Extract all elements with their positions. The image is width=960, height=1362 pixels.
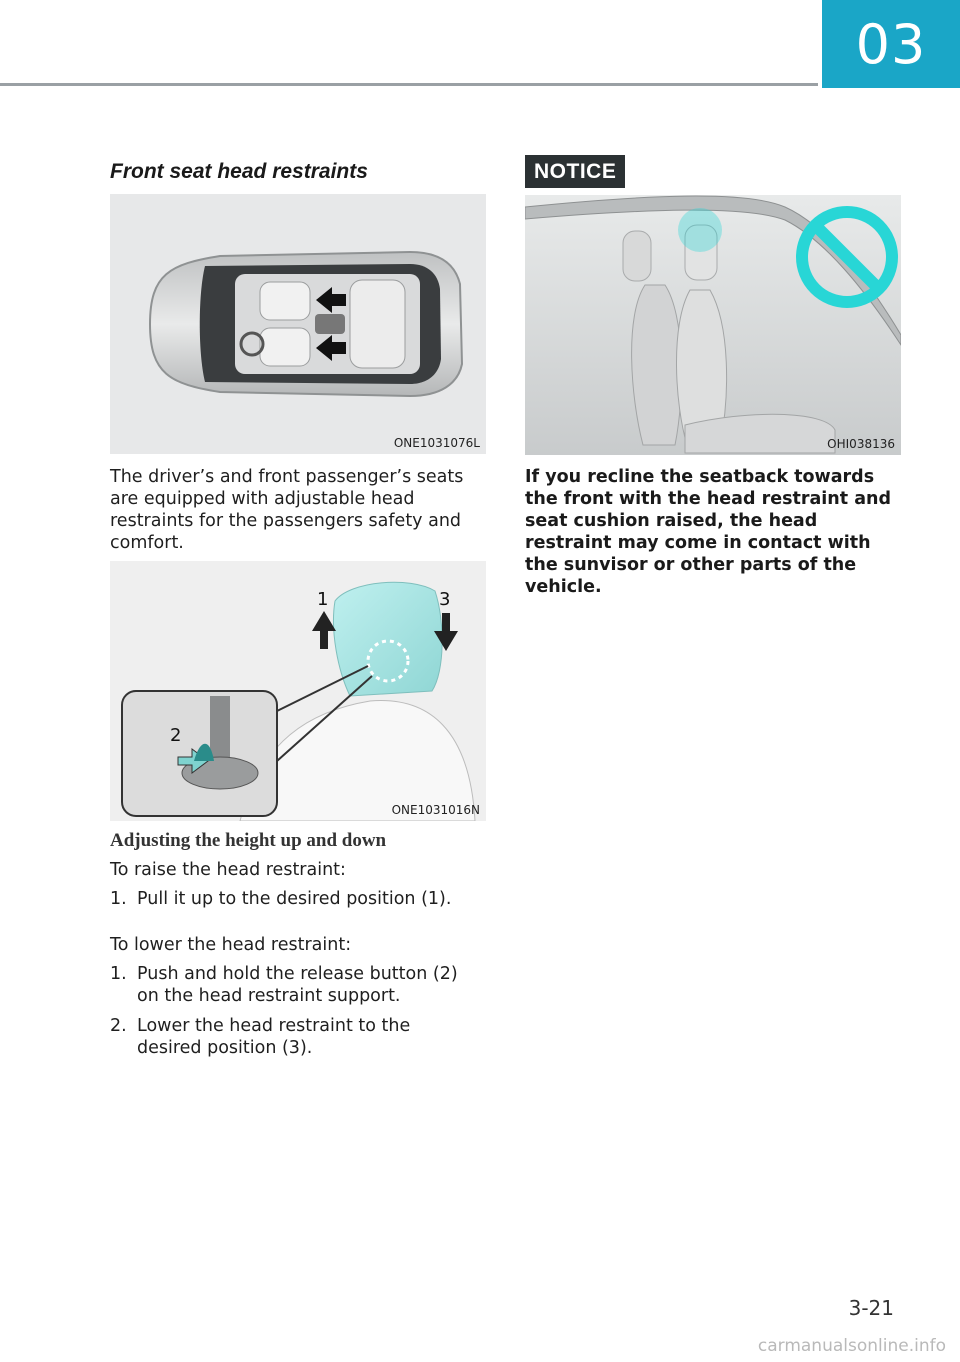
section-title: Front seat head restraints xyxy=(110,160,368,183)
raise-arrow-label: 1 xyxy=(317,589,329,610)
lower-arrow-label: 3 xyxy=(439,589,451,610)
list-item: 1. Pull it up to the desired position (1). xyxy=(110,889,452,909)
raise-lead: To raise the head restraint: xyxy=(110,860,346,880)
watermark: carmanualsonline.info xyxy=(757,1336,946,1356)
page-number: 3-21 xyxy=(848,1296,894,1320)
figure-code: ONE1031016N xyxy=(391,803,480,817)
head-restraint-illustration xyxy=(110,561,486,821)
intro-paragraph: The driver’s and front passenger’s seats are equipped with adjustable head restraints for the passengers safety and comfort. xyxy=(110,467,464,553)
release-button-label: 2 xyxy=(170,725,182,746)
lower-lead: To lower the head restraint: xyxy=(110,935,352,955)
car-top-view-figure xyxy=(110,194,486,454)
car-top-view-illustration xyxy=(110,194,486,454)
raise-steps xyxy=(110,888,451,918)
notice-figure xyxy=(525,195,901,455)
notice-illustration xyxy=(525,195,901,455)
list-item: 2. Lower the head restraint to the desired position (3). xyxy=(110,1016,411,1058)
chapter-tab: 03 xyxy=(822,0,960,88)
notice-badge: NOTICE xyxy=(525,155,625,188)
notice-text: If you recline the seatback towards the front with the head restraint and seat cushion raised, the head restraint may come in contact with the sunvisor or other parts of the vehicle. xyxy=(525,467,892,597)
header-rule xyxy=(0,83,818,86)
figure-code: ONE1031076L xyxy=(393,436,480,450)
subheading-adjust-height: Adjusting the height up and down xyxy=(110,830,387,851)
head-restraint-figure xyxy=(110,561,486,821)
list-item: 1. Push and hold the release button (2) on the head restraint support. xyxy=(110,964,458,1006)
lower-steps xyxy=(110,963,470,1067)
figure-code: OHI038136 xyxy=(827,437,895,451)
